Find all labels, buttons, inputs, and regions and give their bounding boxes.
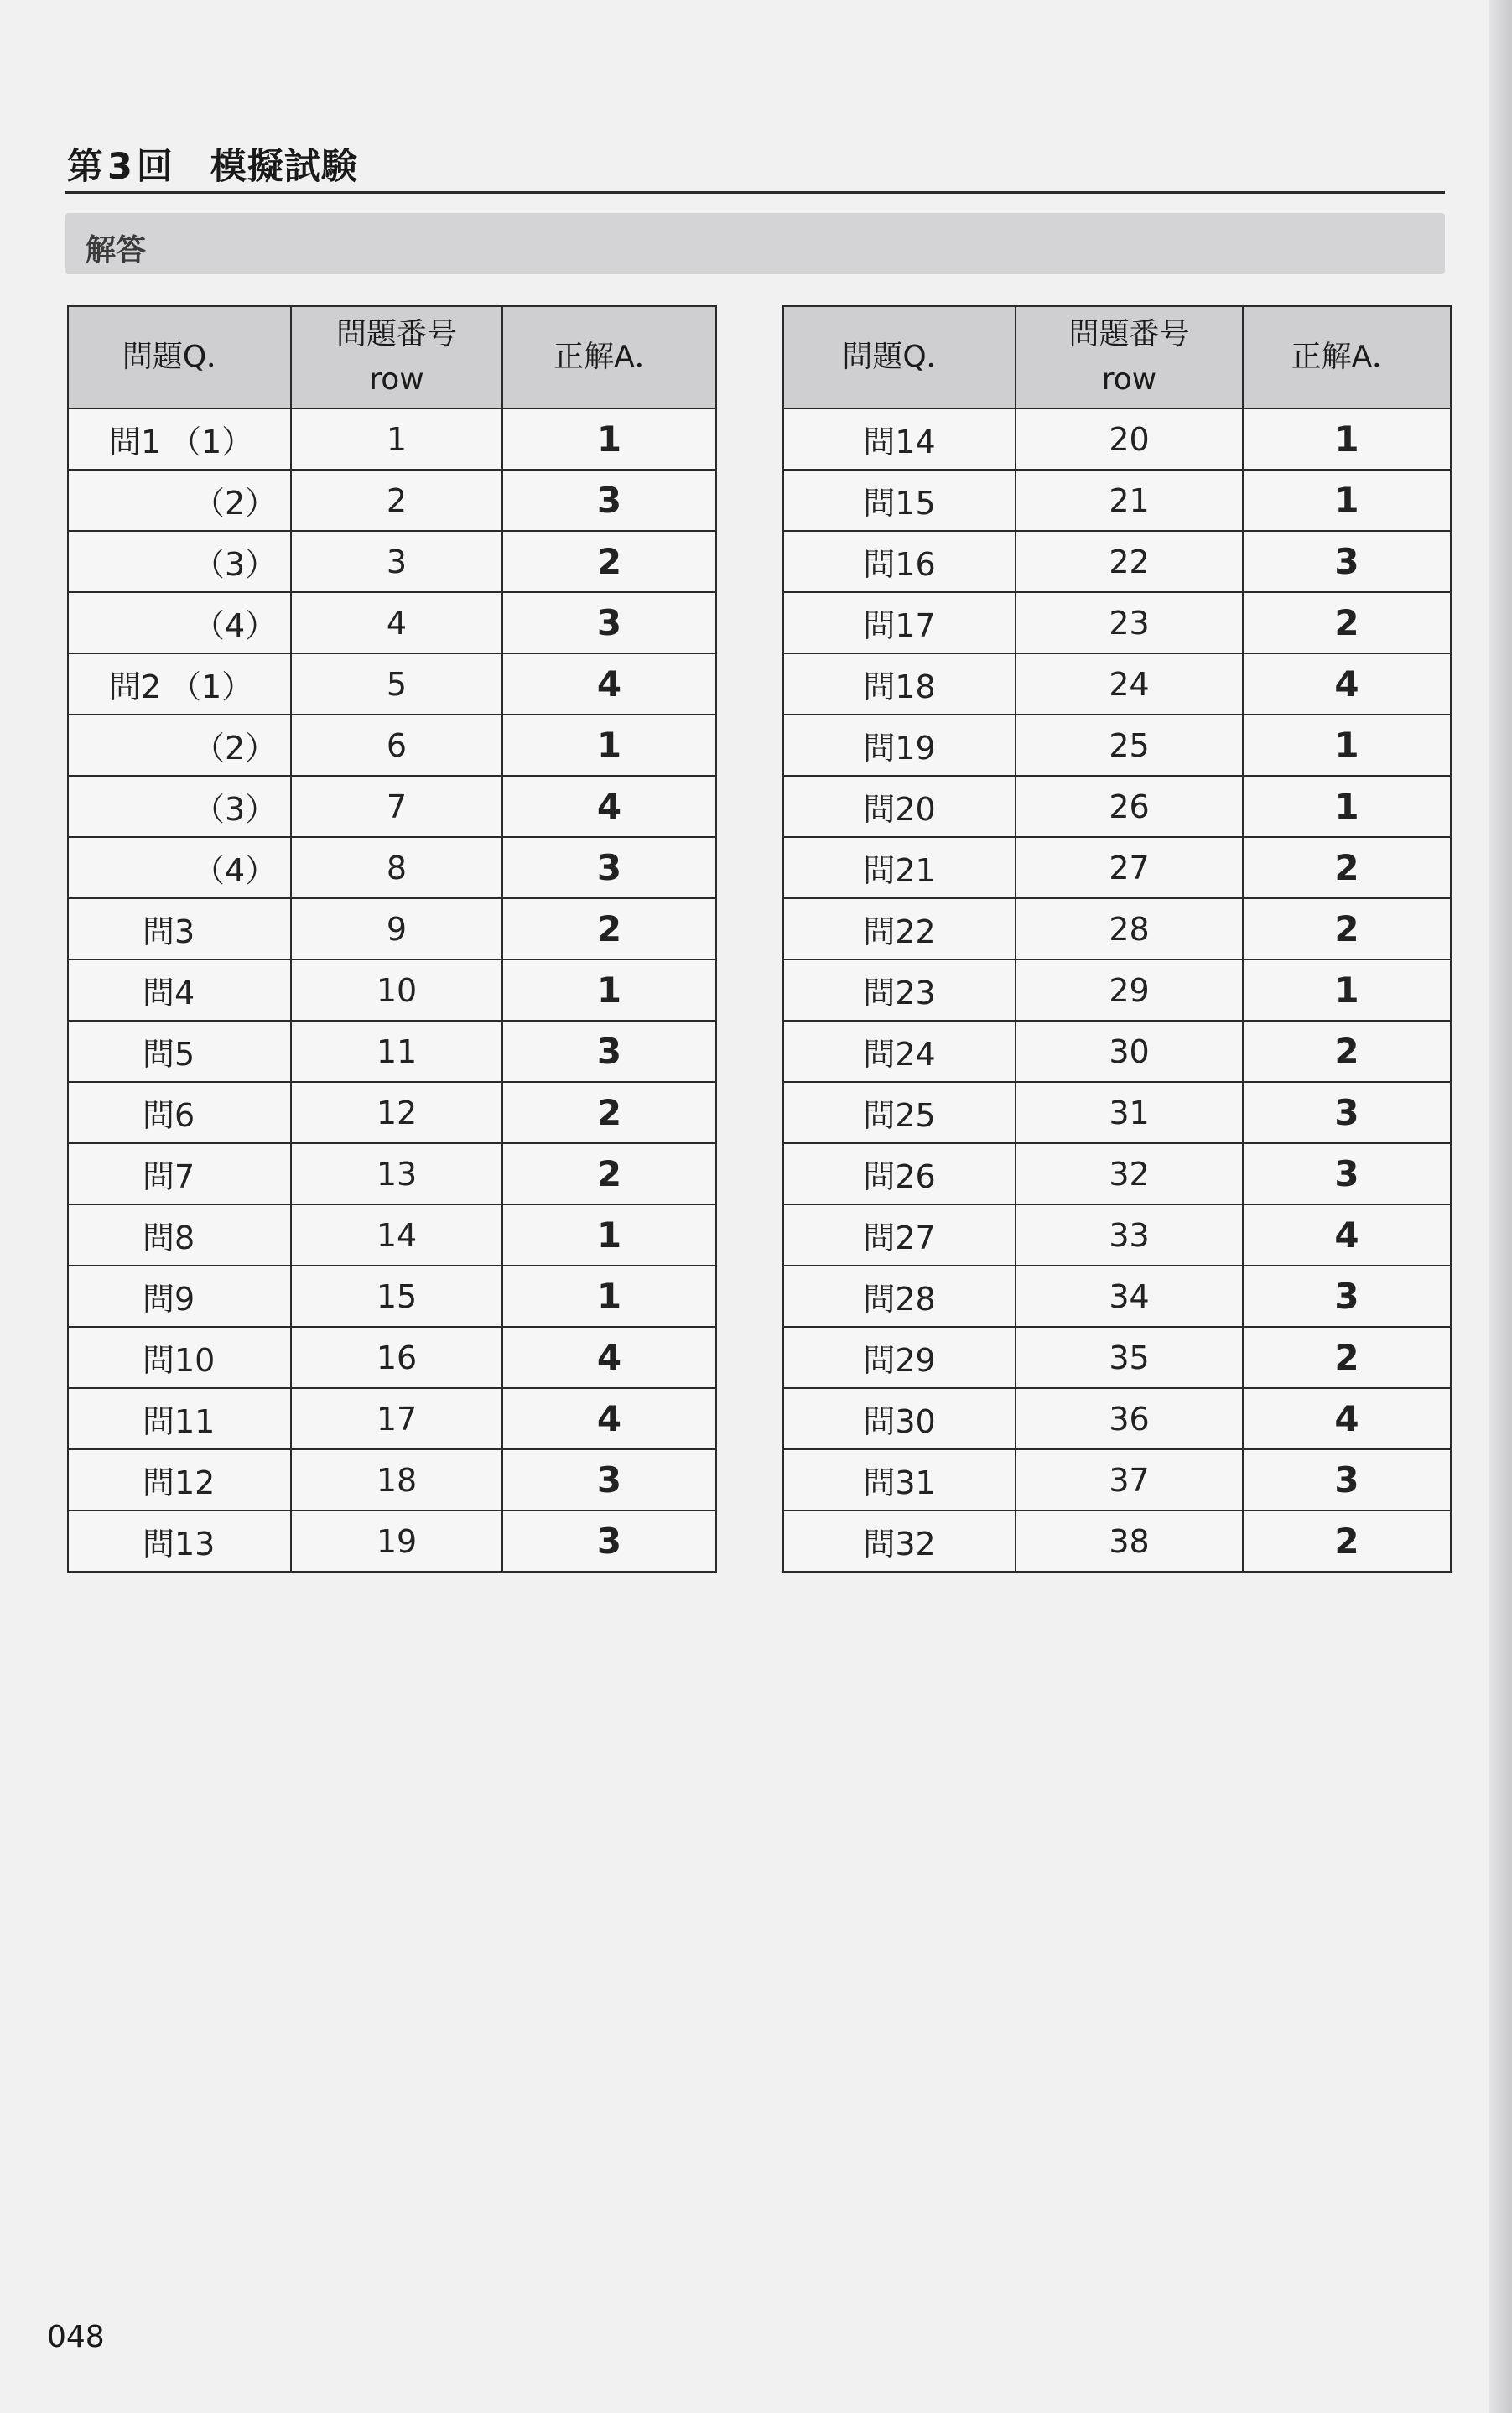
question-cell: 問17 — [783, 592, 1016, 653]
answer-table-right — [782, 305, 1452, 1573]
answer-cell: 2 — [1243, 898, 1451, 959]
row-number-cell: 23 — [1016, 592, 1243, 653]
question-cell: 問29 — [783, 1327, 1016, 1388]
table-row — [68, 1082, 716, 1143]
table-row — [783, 470, 1451, 531]
question-cell: 問32 — [783, 1511, 1016, 1572]
question-label: 問3 — [143, 913, 195, 950]
answer-table-left — [67, 305, 717, 1573]
question-cell: 問25 — [783, 1082, 1016, 1143]
row-number-cell: 4 — [291, 592, 502, 653]
answer-cell: 1 — [502, 959, 716, 1021]
row-number-cell: 29 — [1016, 959, 1243, 1021]
row-number-cell: 7 — [291, 776, 502, 837]
question-cell — [68, 1388, 291, 1449]
answer-cell: 3 — [502, 1511, 716, 1572]
question-label: 問7 — [143, 1158, 195, 1195]
title-suffix: 回 — [136, 146, 174, 188]
answer-cell: 1 — [502, 1204, 716, 1266]
table-row — [68, 1266, 716, 1327]
row-number-cell: 13 — [291, 1143, 502, 1204]
row-number-cell: 10 — [291, 959, 502, 1021]
title-number: 3 — [107, 146, 133, 188]
page-title — [67, 138, 358, 190]
question-cell: 問16 — [783, 531, 1016, 592]
answer-cell: 3 — [1243, 531, 1451, 592]
table-header-row — [783, 306, 1451, 408]
question-cell — [68, 592, 291, 653]
answer-cell: 3 — [502, 592, 716, 653]
table-row — [783, 1327, 1451, 1388]
header-answer: 正解A． — [502, 306, 716, 408]
table-row — [783, 1511, 1451, 1572]
answer-cell: 4 — [1243, 1204, 1451, 1266]
row-number-cell: 31 — [1016, 1082, 1243, 1143]
answer-cell: 2 — [502, 1143, 716, 1204]
answer-cell: 2 — [1243, 1511, 1451, 1572]
question-cell: 問21 — [783, 837, 1016, 898]
table-row — [68, 1511, 716, 1572]
row-number-cell: 19 — [291, 1511, 502, 1572]
answer-cell: 3 — [502, 1021, 716, 1082]
page-number: 048 — [47, 2320, 105, 2354]
answer-cell: 3 — [1243, 1449, 1451, 1511]
header-number — [1016, 306, 1243, 408]
question-cell: 問19 — [783, 715, 1016, 776]
section-label: 解答 — [86, 233, 147, 268]
question-cell — [68, 653, 291, 715]
table-row — [783, 776, 1451, 837]
table-row — [783, 1143, 1451, 1204]
question-label: 問8 — [143, 1220, 195, 1256]
table-row — [68, 837, 716, 898]
question-label: 問13 — [143, 1526, 216, 1563]
question-cell: 問14 — [783, 408, 1016, 470]
table-row — [68, 531, 716, 592]
answer-cell: 4 — [502, 1327, 716, 1388]
row-number-cell: 6 — [291, 715, 502, 776]
header-number — [291, 306, 502, 408]
table-row — [68, 592, 716, 653]
question-cell — [68, 898, 291, 959]
row-number-cell: 34 — [1016, 1266, 1243, 1327]
answer-cell: 1 — [1243, 470, 1451, 531]
table-row — [68, 898, 716, 959]
table-row — [68, 1143, 716, 1204]
answer-cell: 4 — [502, 653, 716, 715]
header-number-line1: 問題番号 — [335, 317, 457, 351]
row-number-cell: 36 — [1016, 1388, 1243, 1449]
row-number-cell: 16 — [291, 1327, 502, 1388]
table-row — [68, 776, 716, 837]
question-cell — [68, 1511, 291, 1572]
table-row — [68, 653, 716, 715]
row-number-cell: 9 — [291, 898, 502, 959]
answer-cell: 1 — [502, 1266, 716, 1327]
title-prefix: 第 — [67, 146, 104, 188]
answer-cell: 1 — [1243, 715, 1451, 776]
answer-cell: 3 — [502, 837, 716, 898]
title-subtitle: 模擬試験 — [210, 146, 358, 188]
question-label: 問10 — [143, 1342, 216, 1379]
table-row — [68, 1204, 716, 1266]
row-number-cell: 25 — [1016, 715, 1243, 776]
answer-cell: 2 — [502, 1082, 716, 1143]
table-row — [783, 653, 1451, 715]
table-row — [783, 1266, 1451, 1327]
row-number-cell: 35 — [1016, 1327, 1243, 1388]
table-row — [783, 1388, 1451, 1449]
table-row — [783, 592, 1451, 653]
row-number-cell: 5 — [291, 653, 502, 715]
answer-cell: 4 — [1243, 1388, 1451, 1449]
page-edge-shadow — [1489, 0, 1512, 2413]
answer-cell: 2 — [1243, 837, 1451, 898]
row-number-cell: 22 — [1016, 531, 1243, 592]
question-label: 問6 — [143, 1097, 195, 1134]
question-cell: 問28 — [783, 1266, 1016, 1327]
table-row — [68, 959, 716, 1021]
table-row — [68, 1388, 716, 1449]
table-row — [783, 1021, 1451, 1082]
table-row — [783, 898, 1451, 959]
answer-cell: 3 — [502, 470, 716, 531]
answer-cell: 1 — [502, 408, 716, 470]
question-label: 問5 — [143, 1036, 195, 1073]
question-cell: 問24 — [783, 1021, 1016, 1082]
question-cell — [68, 1449, 291, 1511]
row-number-cell: 20 — [1016, 408, 1243, 470]
question-sublabel: （1） — [169, 668, 254, 705]
question-sublabel: （3） — [193, 791, 278, 828]
question-cell — [68, 715, 291, 776]
row-number-cell: 2 — [291, 470, 502, 531]
question-label: 問2 — [109, 668, 162, 705]
row-number-cell: 24 — [1016, 653, 1243, 715]
question-cell — [68, 531, 291, 592]
question-sublabel: （2） — [193, 485, 278, 522]
header-question: 問題Q． — [783, 306, 1016, 408]
section-header — [65, 213, 1445, 274]
row-number-cell: 11 — [291, 1021, 502, 1082]
row-number-cell: 1 — [291, 408, 502, 470]
row-number-cell: 17 — [291, 1388, 502, 1449]
answer-cell: 2 — [1243, 592, 1451, 653]
question-cell — [68, 470, 291, 531]
table-row — [783, 408, 1451, 470]
answer-cell: 2 — [502, 898, 716, 959]
question-sublabel: （4） — [193, 852, 278, 889]
answer-cell: 4 — [502, 1388, 716, 1449]
table-row — [68, 1021, 716, 1082]
question-cell: 問20 — [783, 776, 1016, 837]
question-label: 問12 — [143, 1464, 216, 1501]
question-cell: 問31 — [783, 1449, 1016, 1511]
question-cell: 問27 — [783, 1204, 1016, 1266]
row-number-cell: 26 — [1016, 776, 1243, 837]
question-cell — [68, 408, 291, 470]
table-row — [68, 470, 716, 531]
row-number-cell: 18 — [291, 1449, 502, 1511]
answer-cell: 2 — [502, 531, 716, 592]
table-row — [68, 1327, 716, 1388]
question-label: 問1 — [109, 424, 162, 460]
answer-cell: 1 — [1243, 959, 1451, 1021]
question-cell: 問30 — [783, 1388, 1016, 1449]
table-row — [783, 837, 1451, 898]
answer-cell: 4 — [1243, 653, 1451, 715]
table-row — [68, 1449, 716, 1511]
question-cell: 問18 — [783, 653, 1016, 715]
question-sublabel: （2） — [193, 730, 278, 767]
table-row — [783, 715, 1451, 776]
answer-cell: 1 — [1243, 408, 1451, 470]
question-cell — [68, 1021, 291, 1082]
row-number-cell: 33 — [1016, 1204, 1243, 1266]
answer-cell: 1 — [1243, 776, 1451, 837]
question-cell — [68, 1143, 291, 1204]
question-cell: 問23 — [783, 959, 1016, 1021]
answer-cell: 3 — [1243, 1143, 1451, 1204]
question-cell — [68, 1204, 291, 1266]
question-label: 問9 — [143, 1281, 195, 1318]
question-label: 問4 — [143, 975, 195, 1011]
question-cell — [68, 837, 291, 898]
answer-cell: 1 — [502, 715, 716, 776]
answer-cell: 2 — [1243, 1327, 1451, 1388]
row-number-cell: 37 — [1016, 1449, 1243, 1511]
row-number-cell: 28 — [1016, 898, 1243, 959]
row-number-cell: 32 — [1016, 1143, 1243, 1204]
table-row — [68, 408, 716, 470]
answer-cell: 3 — [1243, 1266, 1451, 1327]
header-number-line1: 問題番号 — [1068, 317, 1190, 351]
table-row — [68, 715, 716, 776]
question-sublabel: （4） — [193, 607, 278, 644]
answer-cell: 4 — [502, 776, 716, 837]
table-row — [783, 1082, 1451, 1143]
table-row — [783, 1204, 1451, 1266]
title-divider — [65, 191, 1445, 194]
answer-cell: 3 — [502, 1449, 716, 1511]
row-number-cell: 3 — [291, 531, 502, 592]
table-row — [783, 531, 1451, 592]
row-number-cell: 15 — [291, 1266, 502, 1327]
row-number-cell: 12 — [291, 1082, 502, 1143]
row-number-cell: 8 — [291, 837, 502, 898]
question-cell: 問26 — [783, 1143, 1016, 1204]
header-number-line2: row — [1101, 362, 1157, 397]
row-number-cell: 38 — [1016, 1511, 1243, 1572]
table-row — [783, 1449, 1451, 1511]
answer-cell: 3 — [1243, 1082, 1451, 1143]
question-cell: 問22 — [783, 898, 1016, 959]
question-sublabel: （1） — [169, 424, 254, 460]
question-cell — [68, 1327, 291, 1388]
question-cell: 問15 — [783, 470, 1016, 531]
header-question: 問題Q． — [68, 306, 291, 408]
answer-cell: 2 — [1243, 1021, 1451, 1082]
question-cell — [68, 959, 291, 1021]
table-header-row — [68, 306, 716, 408]
table-row — [783, 959, 1451, 1021]
question-cell — [68, 1266, 291, 1327]
row-number-cell: 27 — [1016, 837, 1243, 898]
header-answer: 正解A． — [1243, 306, 1451, 408]
question-cell — [68, 1082, 291, 1143]
row-number-cell: 14 — [291, 1204, 502, 1266]
header-number-line2: row — [369, 362, 424, 397]
question-cell — [68, 776, 291, 837]
question-label: 問11 — [143, 1403, 216, 1440]
row-number-cell: 30 — [1016, 1021, 1243, 1082]
question-sublabel: （3） — [193, 546, 278, 583]
row-number-cell: 21 — [1016, 470, 1243, 531]
